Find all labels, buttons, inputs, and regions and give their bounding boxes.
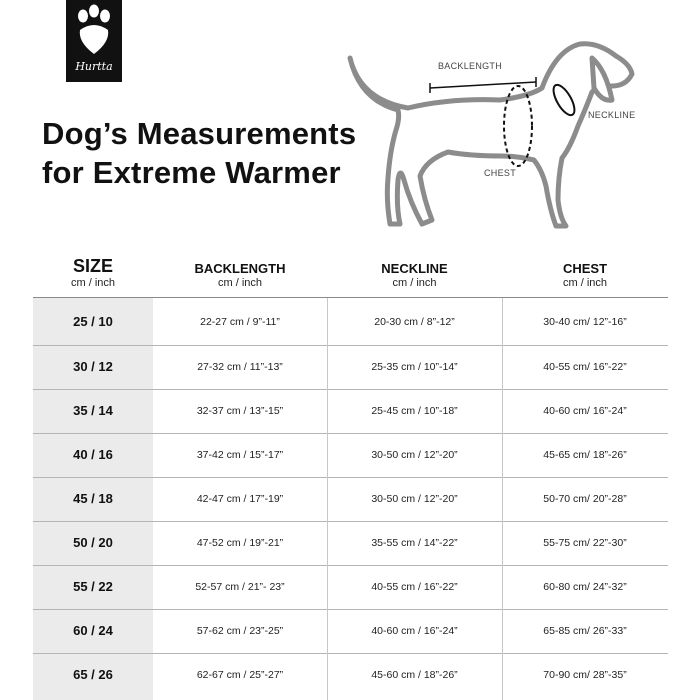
backlength-cell: 52-57 cm / 21”- 23” <box>195 581 285 593</box>
header-backlength <box>153 262 327 290</box>
table-top-rule <box>33 297 668 298</box>
neckline-cell: 30-50 cm / 12”-20” <box>371 449 458 461</box>
backlength-cell: 62-67 cm / 25”-27” <box>196 669 284 681</box>
chest-cell: 65-85 cm/ 26”-33” <box>543 625 627 637</box>
neckline-cell: 45-60 cm / 18”-26” <box>371 669 458 681</box>
backlength-cell: 42-47 cm / 17”-19” <box>196 493 284 505</box>
neckline-label: NECKLINE <box>588 110 636 120</box>
size-cell: 30 / 12 <box>73 359 113 374</box>
backlength-label: BACKLENGTH <box>438 61 503 71</box>
chest-cell: 45-65 cm/ 18”-26” <box>543 449 627 461</box>
neckline-cell: 35-55 cm / 14”-22” <box>371 537 458 549</box>
chest-cell: 40-60 cm/ 16”-24” <box>543 405 627 417</box>
size-cell: 35 / 14 <box>73 403 113 418</box>
size-cell: 55 / 22 <box>73 579 113 594</box>
header-size-label: SIZE <box>72 256 113 276</box>
header-neckline <box>327 262 502 290</box>
header-size-unit: cm / inch <box>70 277 115 289</box>
size-cell: 60 / 24 <box>73 623 113 638</box>
neckline-cell: 30-50 cm / 12”-20” <box>371 493 458 505</box>
size-cell: 50 / 20 <box>73 535 113 550</box>
backlength-cell: 57-62 cm / 23”-25” <box>196 625 284 637</box>
header-size <box>33 256 153 290</box>
chest-label: CHEST <box>484 168 517 178</box>
neckline-cell: 40-60 cm / 16”-24” <box>371 625 458 637</box>
header-chest-label: CHEST <box>562 261 608 276</box>
table-row <box>33 653 668 697</box>
size-cell: 25 / 10 <box>73 314 113 329</box>
brand-name: Hurtta <box>75 60 113 73</box>
backlength-cell: 32-37 cm / 13”-15” <box>196 405 284 417</box>
table-row <box>33 521 668 565</box>
table-row <box>33 433 668 477</box>
neckline-cell: 40-55 cm / 16”-22” <box>371 581 458 593</box>
backlength-cell: 47-52 cm / 19”-21” <box>196 537 284 549</box>
chest-cell: 55-75 cm/ 22”-30” <box>543 537 627 549</box>
table-row <box>33 609 668 653</box>
chest-cell: 60-80 cm/ 24”-32” <box>543 581 627 593</box>
neckline-cell: 20-30 cm / 8”-12” <box>374 316 455 328</box>
backlength-cell: 37-42 cm / 15”-17” <box>196 449 284 461</box>
size-cell: 45 / 18 <box>73 491 113 506</box>
title-line-1: Dog’s Measurements <box>42 116 357 151</box>
table-row <box>33 345 668 389</box>
header-chest-unit: cm / inch <box>562 277 607 289</box>
title-line-2: for Extreme Warmer <box>42 155 341 190</box>
header-neckline-label: NECKLINE <box>381 261 448 276</box>
header-chest <box>502 262 668 290</box>
neckline-cell: 25-45 cm / 10”-18” <box>371 405 458 417</box>
chest-cell: 30-40 cm/ 12”-16” <box>543 316 627 328</box>
table-row <box>33 300 668 344</box>
table-row <box>33 565 668 609</box>
header-neckline-unit: cm / inch <box>392 277 437 289</box>
size-cell: 40 / 16 <box>73 447 113 462</box>
table-row <box>33 477 668 521</box>
backlength-cell: 27-32 cm / 11”-13” <box>197 361 283 373</box>
backlength-cell: 22-27 cm / 9”-11” <box>200 316 280 328</box>
paw-icon <box>66 0 122 62</box>
table-row <box>33 389 668 433</box>
neckline-cell: 25-35 cm / 10”-14” <box>371 361 458 373</box>
header-backlength-unit: cm / inch <box>217 277 262 289</box>
chest-cell: 50-70 cm/ 20”-28” <box>543 493 627 505</box>
dog-measurement-diagram <box>330 30 660 240</box>
header-backlength-label: BACKLENGTH <box>194 261 286 276</box>
chest-cell: 40-55 cm/ 16”-22” <box>543 361 627 373</box>
size-cell: 65 / 26 <box>73 667 113 682</box>
chest-cell: 70-90 cm/ 28”-35” <box>543 669 627 681</box>
brand-logo <box>66 0 122 82</box>
